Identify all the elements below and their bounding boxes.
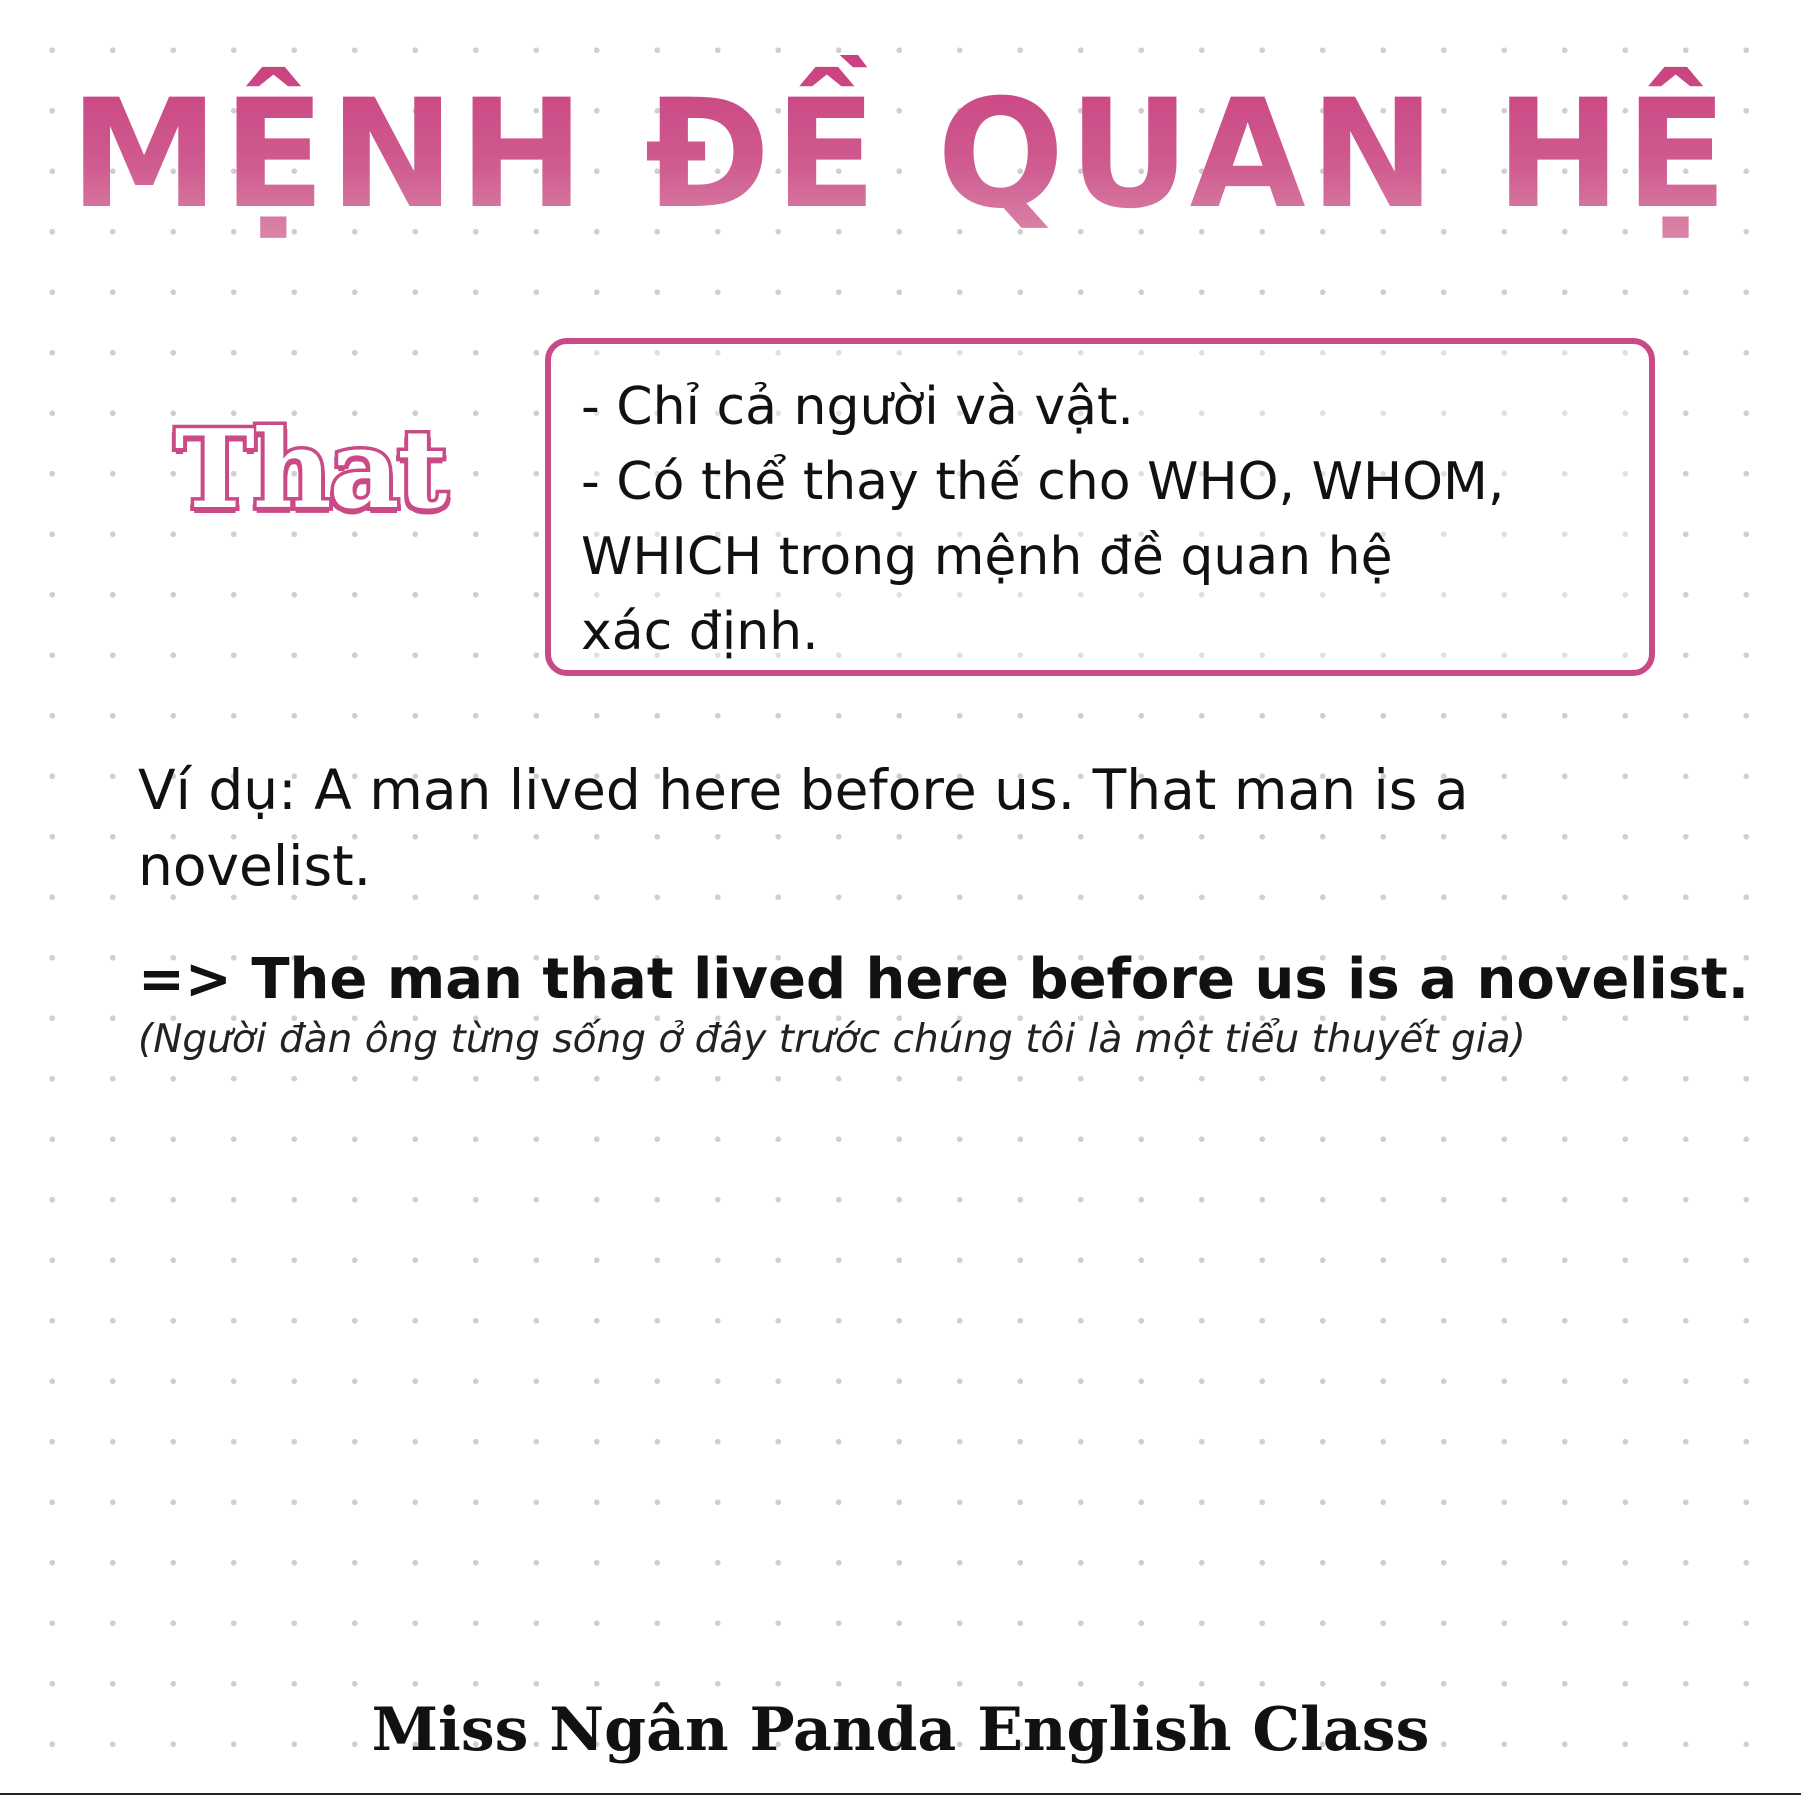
example-sentence: Ví dụ: A man lived here before us. That man is a novelist. xyxy=(138,758,1469,898)
definition-line: - Có thể thay thế cho WHO, WHOM, xyxy=(581,452,1505,512)
definition-line: xác định. xyxy=(581,602,819,662)
definition-box xyxy=(545,338,1655,676)
page-title: MỆNH ĐỀ QUAN HỆ xyxy=(0,55,1801,255)
example-result: => The man that lived here before us is a novelist. xyxy=(138,947,1750,1012)
definition-line: WHICH trong mệnh đề quan hệ xyxy=(581,527,1393,587)
term-badge: That xyxy=(174,407,446,533)
definition-line: - Chỉ cả người và vật. xyxy=(581,377,1134,437)
footer-credit: Miss Ngân Panda English Class xyxy=(371,1695,1430,1765)
example-translation: (Người đàn ông từng sống ở đây trước chúng tôi là một tiểu thuyết gia) xyxy=(138,1017,1526,1062)
bottom-divider xyxy=(0,1793,1801,1795)
